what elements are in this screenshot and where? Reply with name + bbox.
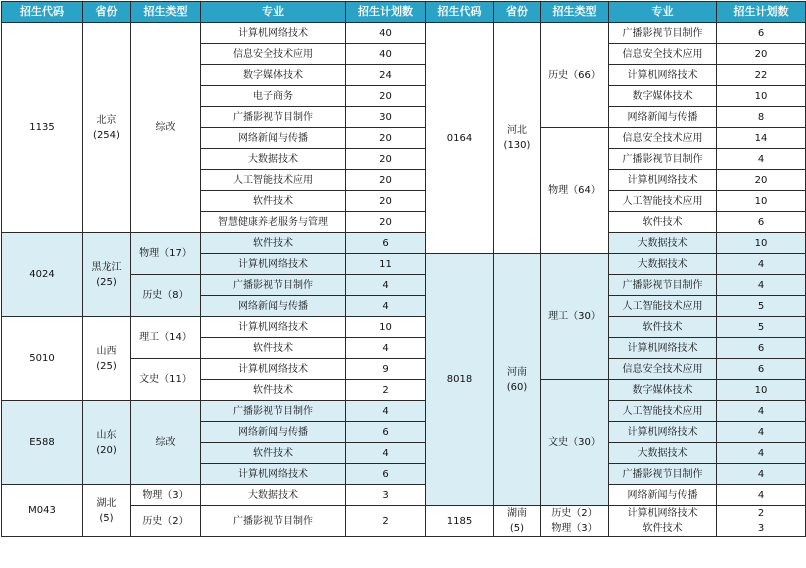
hunan-type-physics: 物理（3） xyxy=(551,523,598,534)
hubei-type-physics: 物理（3） xyxy=(131,485,201,506)
plan-count-cell: 5 xyxy=(717,296,806,317)
hebei-type-physics: 物理（64） xyxy=(541,128,609,254)
plan-count-cell: 2 xyxy=(757,508,765,519)
major-cell: 广播影视节目制作 xyxy=(609,23,717,44)
enrollment-plan-table xyxy=(1,1,806,537)
major-cell: 广播影视节目制作 xyxy=(609,275,717,296)
plan-count-cell: 8 xyxy=(717,107,806,128)
major-cell: 大数据技术 xyxy=(609,233,717,254)
major-cell: 信息安全技术应用 xyxy=(609,44,717,65)
province-count: (5) xyxy=(99,512,114,524)
header-code-right: 招生代码 xyxy=(426,2,494,23)
plan-count-cell: 4 xyxy=(717,275,806,296)
province-name: 北京 xyxy=(96,114,117,126)
plan-count-cell: 9 xyxy=(346,359,426,380)
plan-count-cell: 20 xyxy=(346,86,426,107)
major-cell: 软件技术 xyxy=(201,233,346,254)
plan-count-cell: 6 xyxy=(346,422,426,443)
hunan-type-history: 历史（2） xyxy=(551,508,598,519)
major-cell: 人工智能技术应用 xyxy=(609,191,717,212)
major-cell: 人工智能技术应用 xyxy=(609,401,717,422)
beijing-type: 综改 xyxy=(131,23,201,233)
major-cell: 软件技术 xyxy=(609,317,717,338)
plan-count-cell: 4 xyxy=(346,401,426,422)
hunan-plan-counts xyxy=(717,506,806,537)
shanxi-code: 5010 xyxy=(2,317,83,401)
header-province-right: 省份 xyxy=(494,2,541,23)
major-cell: 信息安全技术应用 xyxy=(609,128,717,149)
shanxi-province xyxy=(83,317,131,401)
plan-count-cell: 3 xyxy=(346,485,426,506)
plan-count-cell: 11 xyxy=(346,254,426,275)
major-cell: 计算机网络技术 xyxy=(609,338,717,359)
major-cell: 数字媒体技术 xyxy=(609,86,717,107)
major-cell: 计算机网络技术 xyxy=(201,254,346,275)
shandong-code: E588 xyxy=(2,401,83,485)
plan-count-cell: 10 xyxy=(717,380,806,401)
beijing-province xyxy=(83,23,131,233)
plan-count-cell: 4 xyxy=(717,422,806,443)
henan-type-arts: 文史（30） xyxy=(541,380,609,506)
major-cell: 人工智能技术应用 xyxy=(609,296,717,317)
major-cell: 广播影视节目制作 xyxy=(609,464,717,485)
major-cell: 大数据技术 xyxy=(201,149,346,170)
shanxi-type-arts: 文史（11） xyxy=(131,359,201,401)
major-cell: 计算机网络技术 xyxy=(609,422,717,443)
henan-province xyxy=(494,254,541,506)
plan-count-cell: 6 xyxy=(717,23,806,44)
plan-count-cell: 4 xyxy=(717,149,806,170)
heilongjiang-type-physics: 物理（17） xyxy=(131,233,201,275)
major-cell: 计算机网络技术 xyxy=(201,464,346,485)
plan-count-cell: 4 xyxy=(717,254,806,275)
shandong-type: 综改 xyxy=(131,401,201,485)
major-cell: 广播影视节目制作 xyxy=(201,506,346,537)
province-name: 黑龙江 xyxy=(91,261,122,273)
table-row xyxy=(2,233,806,254)
plan-count-cell: 20 xyxy=(346,128,426,149)
hunan-code: 1185 xyxy=(426,506,494,537)
province-count: (130) xyxy=(503,140,531,151)
major-cell: 网络新闻与传播 xyxy=(609,485,717,506)
major-cell: 计算机网络技术 xyxy=(609,170,717,191)
plan-count-cell: 10 xyxy=(717,191,806,212)
header-major-right: 专业 xyxy=(609,2,717,23)
plan-count-cell: 6 xyxy=(717,212,806,233)
heilongjiang-code: 4024 xyxy=(2,233,83,317)
major-cell: 数字媒体技术 xyxy=(201,65,346,86)
province-name: 湖南 xyxy=(507,508,527,519)
plan-count-cell: 4 xyxy=(717,443,806,464)
plan-count-cell: 20 xyxy=(717,170,806,191)
province-count: (25) xyxy=(96,276,117,288)
major-cell: 广播影视节目制作 xyxy=(609,149,717,170)
hubei-type-history: 历史（2） xyxy=(131,506,201,537)
major-cell: 软件技术 xyxy=(201,338,346,359)
plan-count-cell: 10 xyxy=(346,317,426,338)
province-name: 河北 xyxy=(507,125,527,136)
plan-count-cell: 4 xyxy=(346,443,426,464)
province-name: 河南 xyxy=(507,366,527,378)
plan-count-cell: 2 xyxy=(346,506,426,537)
province-count: (254) xyxy=(93,129,120,141)
table-row xyxy=(2,485,806,506)
hebei-code: 0164 xyxy=(426,23,494,254)
province-count: (5) xyxy=(509,523,525,534)
plan-count-cell: 22 xyxy=(717,65,806,86)
plan-count-cell: 10 xyxy=(717,86,806,107)
plan-count-cell: 6 xyxy=(346,464,426,485)
hunan-majors xyxy=(609,506,717,537)
header-type-right: 招生类型 xyxy=(541,2,609,23)
plan-count-cell: 4 xyxy=(346,338,426,359)
plan-count-cell: 20 xyxy=(346,149,426,170)
plan-count-cell: 4 xyxy=(717,464,806,485)
province-name: 湖北 xyxy=(96,497,117,509)
henan-code: 8018 xyxy=(426,254,494,506)
header-plan-count: 招生计划数 xyxy=(346,2,426,23)
major-cell: 计算机网络技术 xyxy=(201,359,346,380)
header-type: 招生类型 xyxy=(131,2,201,23)
major-cell: 网络新闻与传播 xyxy=(609,107,717,128)
plan-count-cell: 40 xyxy=(346,44,426,65)
major-cell: 智慧健康养老服务与管理 xyxy=(201,212,346,233)
plan-count-cell: 20 xyxy=(346,170,426,191)
plan-count-cell: 30 xyxy=(346,107,426,128)
hubei-province xyxy=(83,485,131,537)
major-cell: 计算机网络技术 xyxy=(609,65,717,86)
major-cell: 电子商务 xyxy=(201,86,346,107)
major-cell: 软件技术 xyxy=(609,212,717,233)
plan-count-cell: 2 xyxy=(346,380,426,401)
plan-count-cell: 4 xyxy=(346,275,426,296)
major-cell: 人工智能技术应用 xyxy=(201,170,346,191)
plan-count-cell: 10 xyxy=(717,233,806,254)
major-cell: 广播影视节目制作 xyxy=(201,275,346,296)
major-cell: 大数据技术 xyxy=(609,443,717,464)
major-cell: 软件技术 xyxy=(642,523,683,534)
table-row xyxy=(2,401,806,422)
plan-count-cell: 4 xyxy=(717,401,806,422)
table-row xyxy=(2,317,806,338)
plan-count-cell: 20 xyxy=(717,44,806,65)
hubei-code: M043 xyxy=(2,485,83,537)
header-major: 专业 xyxy=(201,2,346,23)
hunan-province xyxy=(494,506,541,537)
plan-count-cell: 6 xyxy=(346,233,426,254)
plan-count-cell: 14 xyxy=(717,128,806,149)
major-cell: 广播影视节目制作 xyxy=(201,107,346,128)
major-cell: 软件技术 xyxy=(201,191,346,212)
heilongjiang-province xyxy=(83,233,131,317)
province-count: (60) xyxy=(506,381,528,393)
major-cell: 网络新闻与传播 xyxy=(201,296,346,317)
plan-count-cell: 4 xyxy=(717,485,806,506)
header-plan-count-right: 招生计划数 xyxy=(717,2,806,23)
plan-count-cell: 20 xyxy=(346,191,426,212)
plan-count-cell: 6 xyxy=(717,338,806,359)
province-name: 山西 xyxy=(96,345,117,357)
plan-count-cell: 20 xyxy=(346,212,426,233)
header-code: 招生代码 xyxy=(2,2,83,23)
hunan-types xyxy=(541,506,609,537)
header-row xyxy=(2,2,806,23)
heilongjiang-type-history: 历史（8） xyxy=(131,275,201,317)
major-cell: 网络新闻与传播 xyxy=(201,422,346,443)
hebei-province xyxy=(494,23,541,254)
plan-count-cell: 6 xyxy=(717,359,806,380)
table-row xyxy=(2,23,806,44)
province-count: (25) xyxy=(96,360,117,372)
major-cell: 计算机网络技术 xyxy=(201,317,346,338)
major-cell: 软件技术 xyxy=(201,443,346,464)
plan-count-cell: 3 xyxy=(757,523,765,534)
hebei-type-history: 历史（66） xyxy=(541,23,609,128)
shanxi-type-science: 理工（14） xyxy=(131,317,201,359)
major-cell: 数字媒体技术 xyxy=(609,380,717,401)
major-cell: 信息安全技术应用 xyxy=(201,44,346,65)
major-cell: 广播影视节目制作 xyxy=(201,401,346,422)
plan-count-cell: 5 xyxy=(717,317,806,338)
major-cell: 计算机网络技术 xyxy=(201,23,346,44)
major-cell: 大数据技术 xyxy=(609,254,717,275)
major-cell: 软件技术 xyxy=(201,380,346,401)
major-cell: 大数据技术 xyxy=(201,485,346,506)
henan-type-science: 理工（30） xyxy=(541,254,609,380)
major-cell: 计算机网络技术 xyxy=(627,508,698,519)
plan-count-cell: 40 xyxy=(346,23,426,44)
major-cell: 网络新闻与传播 xyxy=(201,128,346,149)
plan-count-cell: 24 xyxy=(346,65,426,86)
major-cell: 信息安全技术应用 xyxy=(609,359,717,380)
shandong-province xyxy=(83,401,131,485)
header-province: 省份 xyxy=(83,2,131,23)
beijing-code: 1135 xyxy=(2,23,83,233)
plan-count-cell: 4 xyxy=(346,296,426,317)
province-name: 山东 xyxy=(96,429,117,441)
province-count: (20) xyxy=(96,444,117,456)
